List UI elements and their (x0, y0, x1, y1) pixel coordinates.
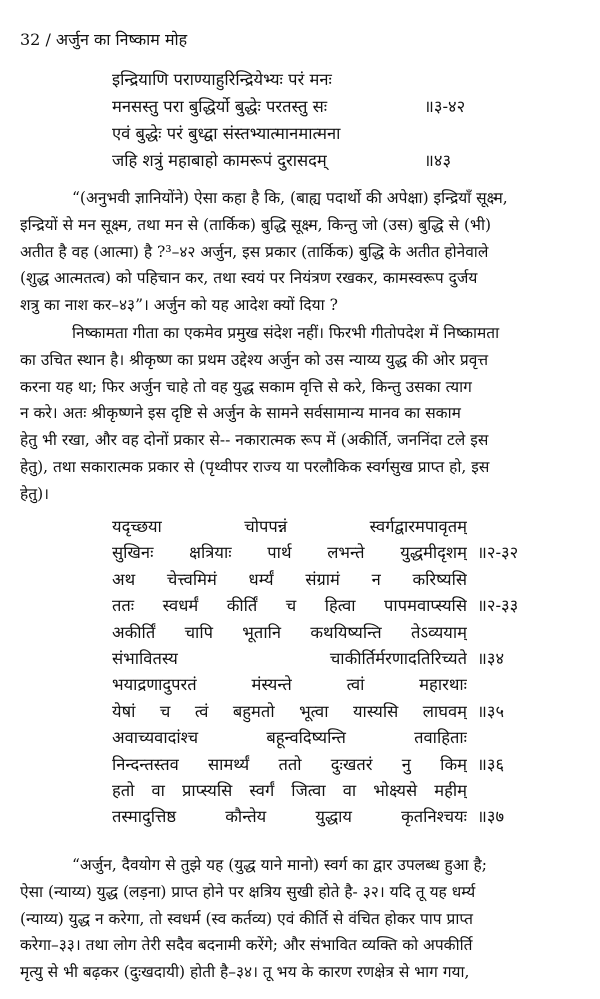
paragraph-line: (शुद्ध आत्मतत्व) को पहिचान कर, तथा स्वयं पर नियंत्रण रखकर, कामस्वरूप दुर्जय (20, 269, 478, 288)
verse-text: संभावितस्य चाकीर्तिर्मरणादतिरिच्यते (112, 648, 467, 668)
paragraph-translation-2 (20, 852, 588, 986)
verse-line (112, 147, 592, 174)
verse-number: ॥३५ (477, 701, 505, 721)
verse-text: निन्दन्तस्तव सामर्थ्यं ततो दुःखतरं नु किम् (112, 754, 467, 774)
verse-line (112, 120, 592, 147)
verse-block-top (112, 66, 592, 174)
paragraph-line: शत्रु का नाश कर–४३”। अर्जुन को यह आदेश क्यों दिया ? (20, 296, 338, 315)
paragraph-line: “(अनुभवी ज्ञानियोंने) ऐसा कहा है कि, (बाह्य पदार्थो की अपेक्षा) इन्द्रियाँ सूक्ष्म, (72, 189, 508, 207)
verse-line (112, 593, 592, 619)
paragraph-line: मृत्यु से भी बढ़कर (दुःखदायी) होती है–३४। तू भय के कारण रणक्षेत्र से भाग गया, (20, 963, 470, 982)
paragraph-line: हेतु), तथा सकारात्मक प्रकार से (पृथ्वीपर राज्य या परलौकिक स्वर्गसुख प्राप्त हो, इस (20, 457, 490, 476)
verse-text: इन्द्रियाणि पराण्याहुरिन्द्रियेभ्यः परं मनः (112, 70, 332, 89)
verse-text: भयाद्रणादुपरतं मंस्यन्ते त्वां महारथाः (112, 675, 467, 695)
verse-number: ॥२-३३ (477, 596, 519, 616)
paragraph-line: ऐसा (न्याय्य) युद्ध (लड़ना) प्राप्त होने पर क्षत्रिय सुखी होते है- ३२। यदि तू यह धर्म्य (20, 882, 476, 901)
paragraph-line: करेगा–३३। तथा लोग तेरी सदैव बदनामी करेंगे; और संभावित व्यक्ति को अपकीर्ति (20, 936, 473, 955)
verse-number: ॥३६ (477, 754, 505, 774)
verse-line (112, 567, 592, 593)
paragraph-line: करना यह था; फिर अर्जुन चाहे तो वह युद्ध सकाम वृत्ति से करे, किन्तु उसका त्याग (20, 377, 472, 396)
verse-text: एवं बुद्धेः परं बुध्द्वा संस्तभ्यात्मानमात्मना (112, 124, 341, 143)
verse-number: ॥३-४२ (424, 97, 466, 116)
verse-text: सुखिनः क्षत्रियाः पार्थ लभन्ते युद्धमीदृशम् (112, 543, 467, 563)
verse-line (112, 699, 592, 725)
paragraph-line: हेतु)। (20, 484, 49, 503)
verse-line (112, 66, 592, 93)
verse-line (112, 804, 592, 830)
verse-text: येषां च त्वं बहुमतो भूत्वा यास्यसि लाघवम् (112, 701, 467, 721)
verse-text: हतो वा प्राप्स्यसि स्वर्गं जित्वा वा भोक्ष्यसे महीम् (112, 780, 467, 800)
paragraph-line: अतीत है वह (आत्मा) है ?³–४२ अर्जुन, इस प्रकार (तार्किक) बुद्धि के अतीत होनेवाले (20, 242, 489, 261)
paragraph-line: “अर्जुन, दैवयोग से तुझे यह (युद्ध याने मानो) स्वर्ग का द्वार उपलब्ध हुआ है; (72, 856, 487, 874)
verse-number: ॥३७ (477, 807, 505, 827)
page-header: 32 / अर्जुन का निष्काम मोह (20, 30, 188, 49)
paragraph-line: हेतु भी रखा, और वह दोनों प्रकार से-- नकारात्मक रूप में (अकीर्ति, जननिंदा टले इस (20, 431, 489, 450)
verse-number: ॥४३ (424, 151, 452, 170)
verse-text: जहि शत्रुं महाबाहो कामरूपं दुरासदम् (112, 151, 327, 170)
verse-line (112, 672, 592, 698)
verse-line (112, 725, 592, 751)
verse-text: अवाच्यवादांश्च बहून्वदिष्यन्ति तवाहिताः (112, 728, 467, 748)
verse-line (112, 620, 592, 646)
verse-line (112, 540, 592, 566)
verse-text: तस्मादुत्तिष्ठ कौन्तेय युद्धाय कृतनिश्चयः (112, 807, 467, 827)
paragraph-line: न करे। अतः श्रीकृष्णने इस दृष्टि से अर्जुन के सामने सर्वसामान्य मानव का सकाम (20, 404, 461, 423)
verse-text: यदृच्छया चोपपन्नं स्वर्गद्वारमपावृतम् (112, 517, 467, 536)
paragraph-line: निष्कामता गीता का एकमेव प्रमुख संदेश नहीं। फिरभी गीतोपदेश में निष्कामता (72, 324, 500, 342)
paragraph-commentary (20, 320, 588, 508)
verse-text: ततः स्वधर्मं कीर्तिं च हित्वा पापमवाप्स्यसि (112, 596, 467, 616)
paragraph-line: का उचित स्थान है। श्रीकृष्ण का प्रथम उद्देश्य अर्जुन को उस न्याय्य युद्ध की ओर प्रवृत्त (20, 350, 489, 369)
paragraph-translation-1 (20, 185, 588, 319)
paragraph-line: इन्द्रियों से मन सूक्ष्म, तथा मन से (तार्किक) बुद्धि सूक्ष्म, किन्तु जो (उस) बुद्धि से (भी) (20, 215, 492, 234)
verse-number: ॥२-३२ (477, 543, 519, 563)
verse-text: मनसस्तु परा बुद्धिर्यो बुद्धेः परतस्तु सः (112, 97, 328, 116)
verse-block-bottom (112, 514, 592, 831)
verse-number: ॥३४ (477, 648, 505, 668)
verse-text: अकीर्तिं चापि भूतानि कथयिष्यन्ति तेऽव्ययाम् (112, 622, 467, 642)
verse-line (112, 514, 592, 540)
verse-line (112, 752, 592, 778)
verse-text: अथ चेत्त्वमिमं धर्म्यं संग्रामं न करिष्यसि (112, 569, 467, 589)
verse-line (112, 778, 592, 804)
verse-line (112, 93, 592, 120)
verse-line (112, 646, 592, 672)
paragraph-line: (न्याय्य) युद्ध न करेगा, तो स्वधर्म (स्व कर्तव्य) एवं कीर्ति से वंचित होकर पाप प्राप्त (20, 909, 473, 928)
